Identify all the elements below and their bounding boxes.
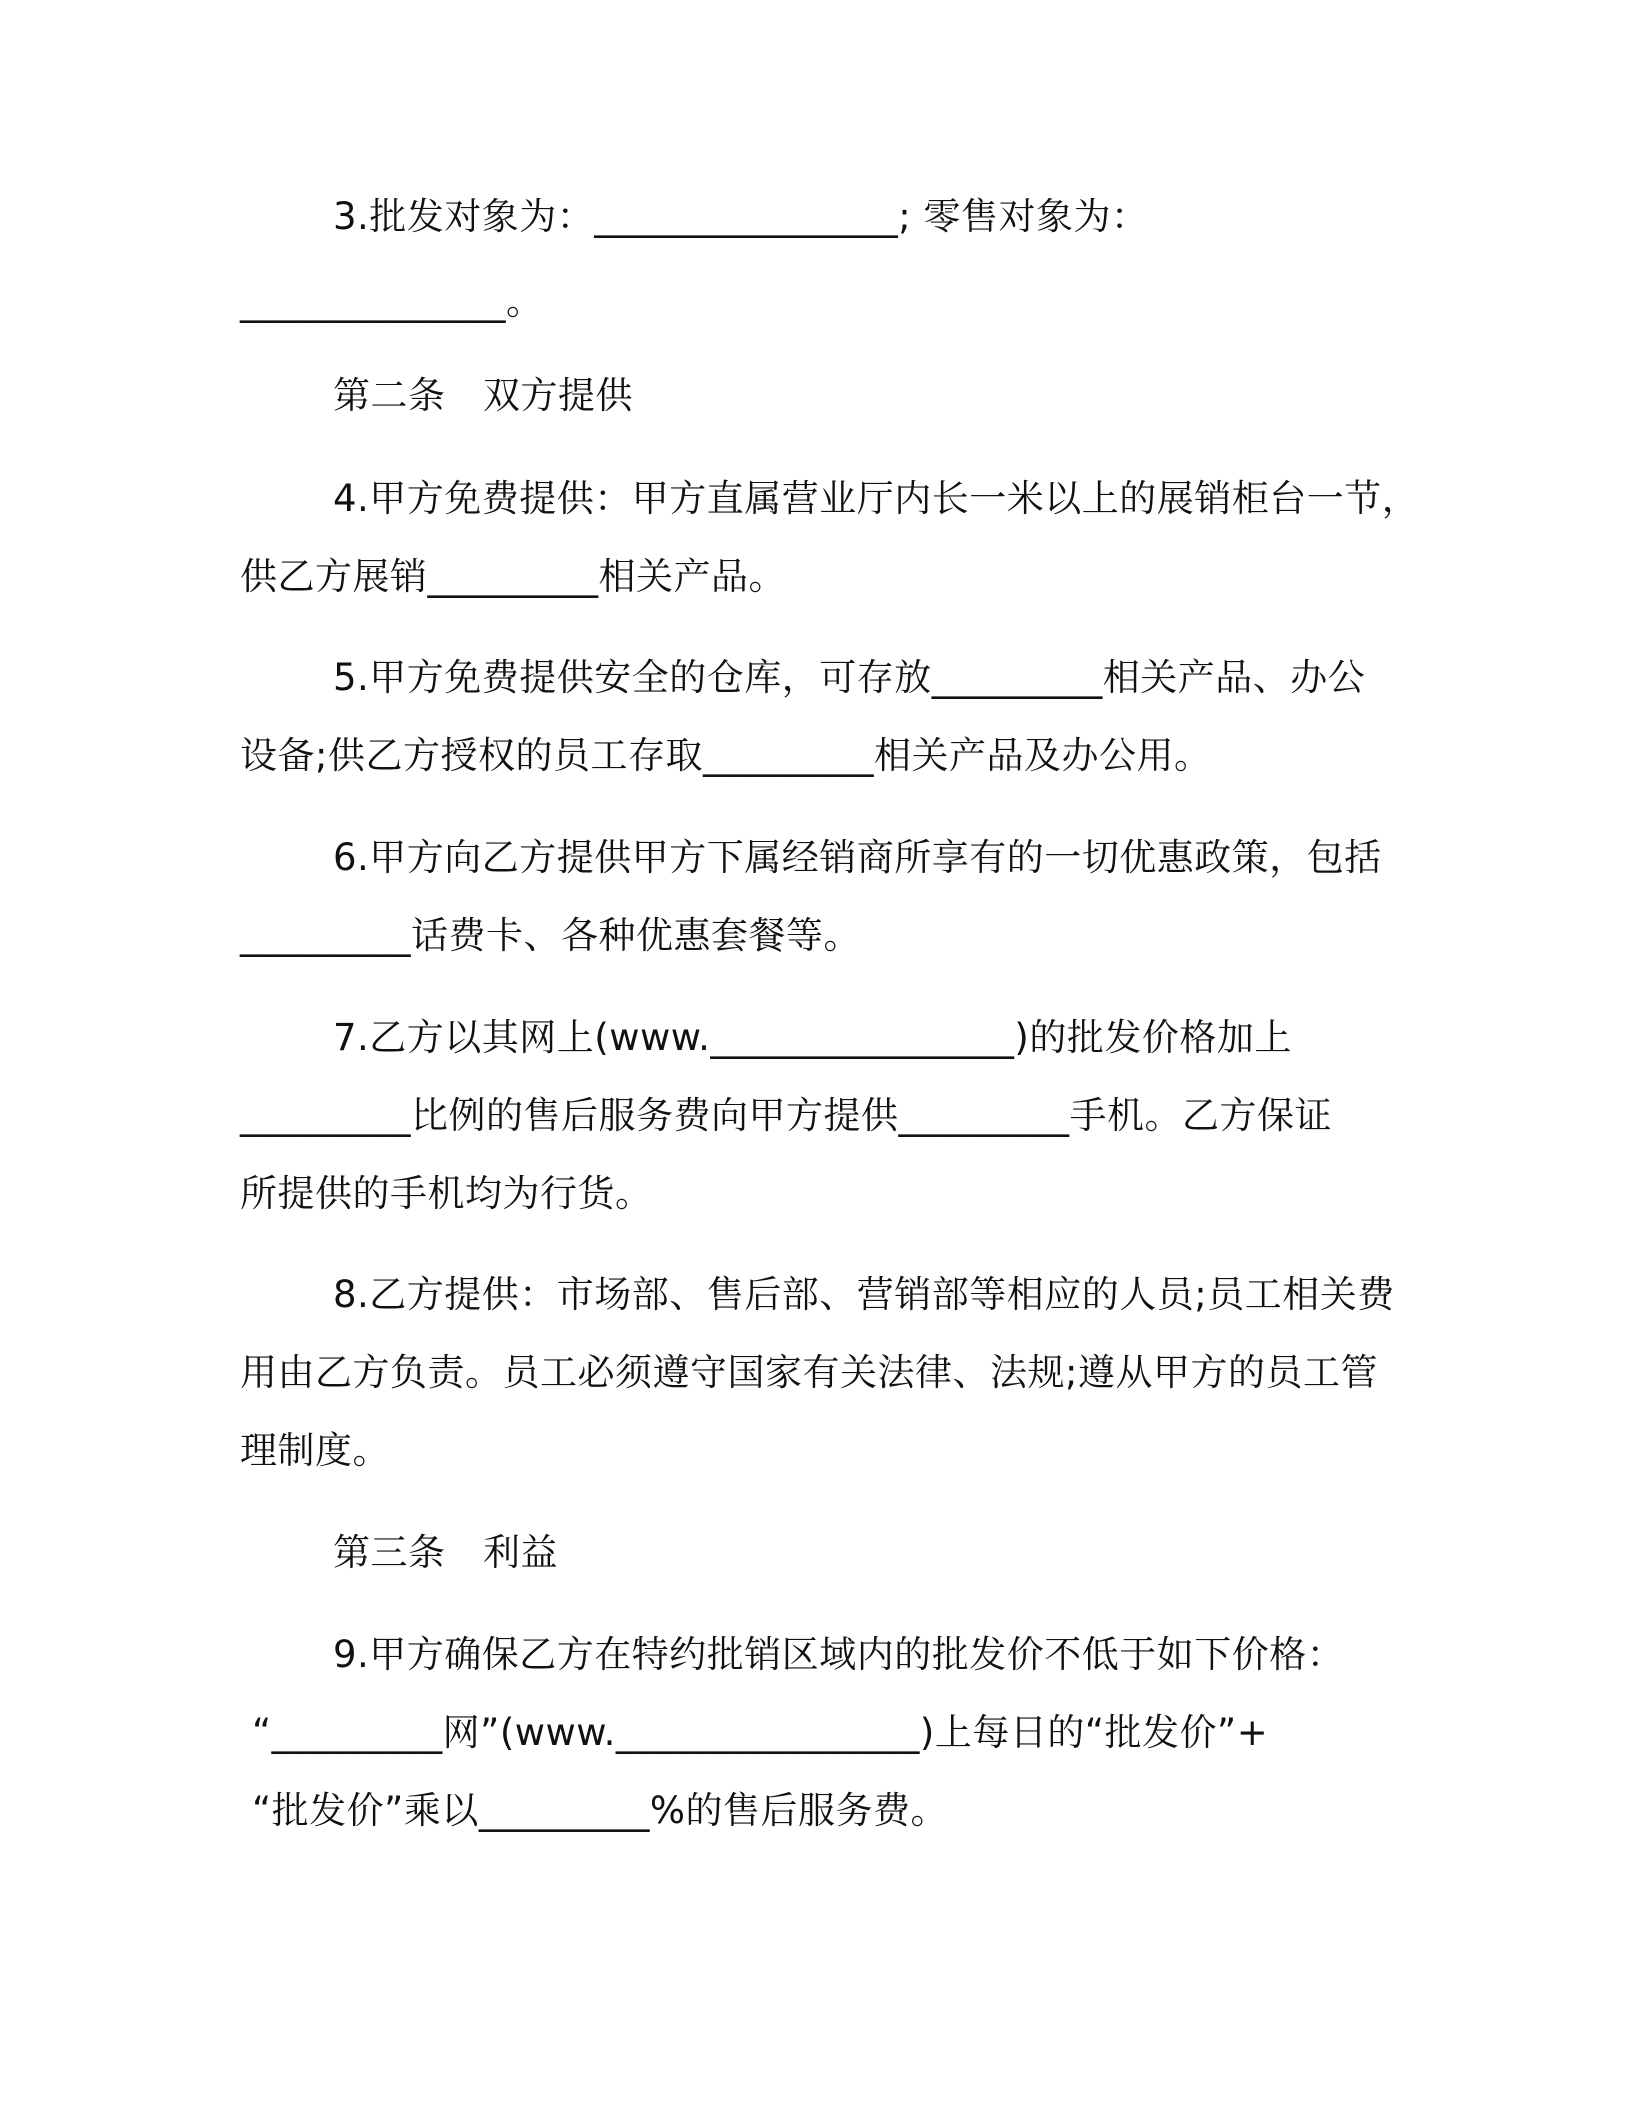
clause-4-line-2: 供乙方展销_________相关产品。: [240, 555, 786, 598]
clause-9-line-1: 9.甲方确保乙方在特约批销区域内的批发价不低于如下价格：: [333, 1633, 1345, 1676]
clause-8-line-2: 用由乙方负责。员工必须遵守国家有关法律、法规;遵从甲方的员工管: [240, 1351, 1378, 1394]
clause-5-line-1: 5.甲方免费提供安全的仓库，可存放_________相关产品、办公: [333, 656, 1366, 699]
clause-7-line-1: 7.乙方以其网上(www.________________)的批发价格加上: [333, 1016, 1292, 1059]
clause-9-line-2: “_________网”(www.________________)上每日的“批发价”+: [252, 1711, 1269, 1754]
clause-6-line-2: _________话费卡、各种优惠套餐等。: [240, 914, 861, 957]
clause-3-line-1: 3.批发对象为：________________; 零售对象为：: [333, 195, 1149, 238]
article-2-heading: 第二条 双方提供: [333, 374, 633, 417]
clause-7-line-3: 所提供的手机均为行货。: [240, 1172, 653, 1215]
clause-3-line-2: ______________。: [240, 280, 544, 323]
clause-7-line-2: _________比例的售后服务费向甲方提供_________手机。乙方保证: [240, 1094, 1332, 1137]
clause-6-line-1: 6.甲方向乙方提供甲方下属经销商所享有的一切优惠政策，包括: [333, 836, 1382, 879]
article-3-heading: 第三条 利益: [333, 1531, 558, 1574]
clause-9-line-3: “批发价”乘以_________%的售后服务费。: [252, 1789, 948, 1832]
clause-8-line-3: 理制度。: [240, 1429, 390, 1472]
clause-8-line-1: 8.乙方提供：市场部、售后部、营销部等相应的人员;员工相关费: [333, 1273, 1395, 1316]
clause-4-line-1: 4.甲方免费提供：甲方直属营业厅内长一米以上的展销柜台一节，: [333, 477, 1420, 520]
clause-5-line-2: 设备;供乙方授权的员工存取_________相关产品及办公用。: [240, 734, 1212, 777]
